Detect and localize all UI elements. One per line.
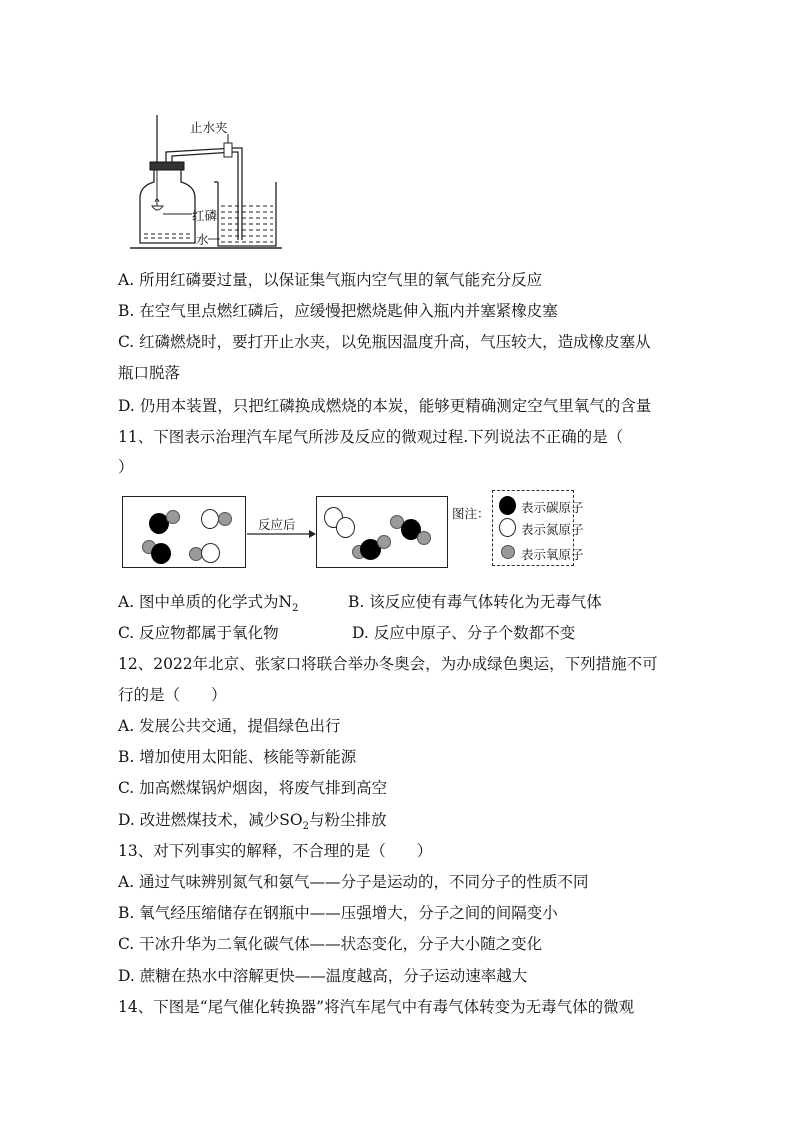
q11-stem: 11、下图表示治理汽车尾气所涉及反应的微观过程.下列说法不正确的是（ [118,428,624,446]
apparatus-figure [130,110,290,255]
q10-option-d: D. 仍用本装置，只把红磷换成燃烧的本炭，能够更精确测定空气里氧气的含量 [118,397,652,415]
q10-option-b: B. 在空气里点燃红磷后，应缓慢把燃烧匙伸入瓶内并塞紧橡皮塞 [118,302,558,320]
oxygen-atom [218,512,232,526]
oxygen-atom [377,535,391,549]
legend-title: 图注： [452,506,490,521]
carbon-atom [151,543,171,564]
legend-item-oxygen [499,542,584,562]
legend-item-nitrogen [499,518,584,538]
arrow-label: 反应后 [258,517,296,532]
q12-stem-cont: 行的是（ ） [118,686,227,704]
reactants-box [122,496,246,568]
nitrogen-atom [336,517,355,538]
oxygen-atom [417,531,431,545]
q12-option-b: B. 增加使用太阳能、核能等新能源 [118,748,357,766]
q13-option-b: B. 氧气经压缩储存在钢瓶中——压强增大，分子之间的间隔变小 [118,904,558,922]
q11-option-b: B. 该反应使有毒气体转化为无毒气体 [348,593,602,611]
q11-option-a: A. 图中单质的化学式为$N_2$ [118,593,299,615]
q13-option-d: D. 蔗糖在热水中溶解更快——温度越高，分子运动速率越大 [118,967,528,985]
legend-label: 表示氮原子 [521,522,584,537]
oxygen-atom [166,510,180,524]
q12-stem: 12、2022年北京、张家口将联合举办冬奥会，为办成绿色奥运，下列措施不可 [118,655,658,673]
nitrogen-atom [201,543,220,563]
water-label: 水 [196,232,209,247]
q10-option-c-cont: 瓶口脱落 [118,364,181,382]
phosphorus-label: 红磷 [192,208,218,223]
q12-option-c: C. 加高燃煤锅炉烟囱，将废气排到高空 [118,779,388,797]
legend-label: 表示碳原子 [521,500,584,515]
nitrogen-atom [201,509,219,529]
products-box [316,496,448,568]
q13-stem: 13、对下列事实的解释，不合理的是（ ） [118,842,433,860]
reaction-diagram [120,490,584,572]
q10-option-c: C. 红磷燃烧时，要打开止水夹，以免瓶因温度升高，气压较大，造成橡皮塞从 [118,333,651,351]
q11-option-d: D. 反应中原子、分子个数都不变 [352,624,576,642]
carbon-atom [499,496,516,515]
q14-stem: 14、下图是“尾气催化转换器”将汽车尾气中有毒气体转变为无毒气体的微观 [118,998,635,1016]
q10-option-a: A. 所用红磷要过量，以保证集气瓶内空气里的氧气能充分反应 [118,271,543,289]
legend-label: 表示氧原子 [521,547,584,562]
q11-stem-cont: ） [118,458,134,476]
legend-item-carbon [499,495,584,515]
oxygen-atom [501,545,515,559]
nitrogen-atom [499,518,516,537]
q13-option-c: C. 干冰升华为二氧化碳气体——状态变化，分子大小随之变化 [118,935,543,953]
q12-option-d: D. 改进燃煤技术，减少$SO_2$与粉尘排放 [118,811,387,833]
clamp-label: 止水夹 [190,120,228,135]
q12-option-a: A. 发展公共交通，提倡绿色出行 [118,717,341,735]
q13-option-a: A. 通过气味辨别氮气和氨气——分子是运动的，不同分子的性质不同 [118,873,589,891]
legend-box [492,490,584,566]
q11-option-c: C. 反应物都属于氧化物 [118,624,279,642]
